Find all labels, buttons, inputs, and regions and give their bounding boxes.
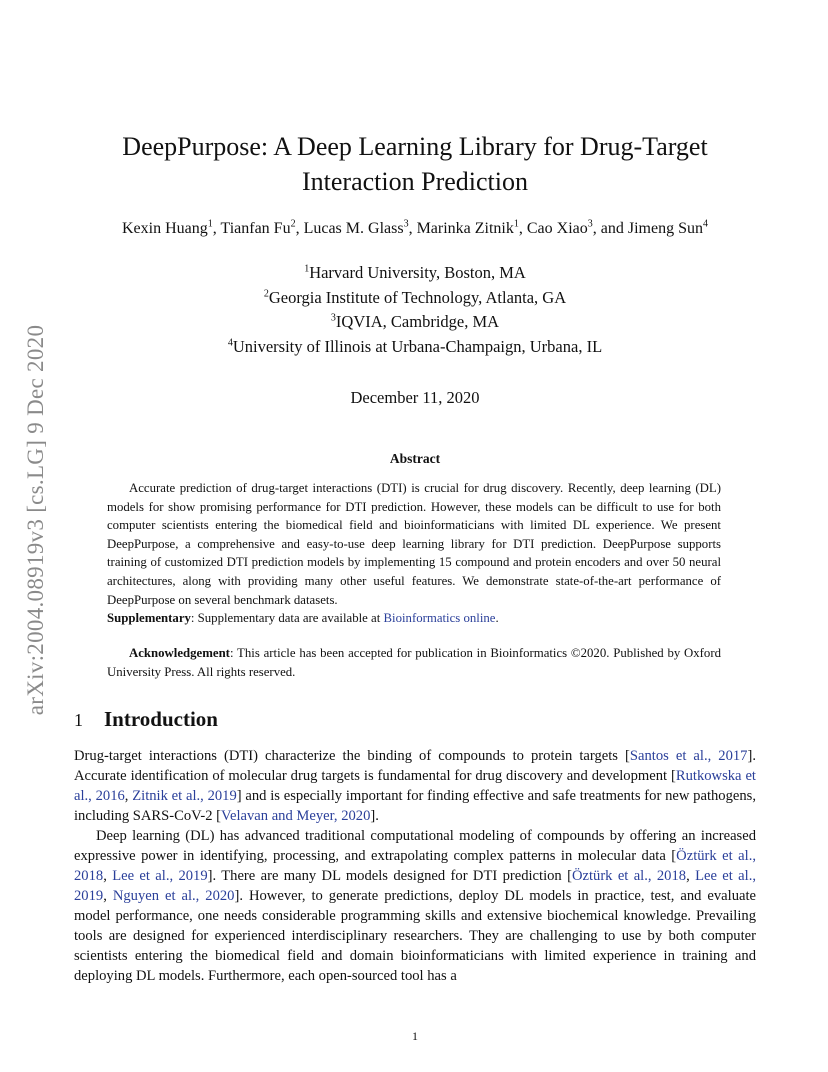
author-separator: , <box>295 220 304 237</box>
abstract-heading: Abstract <box>389 451 441 466</box>
author-separator: , <box>518 220 527 237</box>
author-separator: , <box>408 220 417 237</box>
paragraph-text: , <box>103 868 113 884</box>
paper-title <box>74 129 756 199</box>
paragraph-text: ]. However, to generate predictions, deploy DL models in practice, test, and evaluate model performance, one needs considerable programming skills and extensive biochemical knowledge. Prevailing tools are designed for experienced interdisciplinary researchers. They are challenging to use by both computer scientists entering the biomedical field and domain bioinformaticians with limited experience in training and deploying DL models. Furthermore, each open-sourced tool has a <box>74 888 757 984</box>
paper-date: December 11, 2020 <box>350 388 480 407</box>
author-name: Lucas M. Glass <box>303 220 404 237</box>
affiliation-line <box>74 310 756 335</box>
paragraph-text: ] and is especially important for finding effective and safe treatments for new pathogens, including SARS-CoV-2 [ <box>74 788 756 824</box>
paragraph-text: ]. Accurate identification of molecular drug targets is fundamental for drug discovery and development [ <box>74 748 756 784</box>
author-affiliation-mark: 2 <box>290 218 296 230</box>
affiliation-line <box>74 261 756 286</box>
citation-link[interactable]: Zitnik et al., 2019 <box>132 788 237 804</box>
author-name: Marinka Zitnik <box>416 220 514 237</box>
supplementary-text: : Supplementary data are available at <box>190 611 384 626</box>
affiliation-line <box>74 335 756 360</box>
author-name: Tianfan Fu <box>220 220 291 237</box>
affiliation-mark: 2 <box>263 288 269 299</box>
paragraph-text: ]. <box>370 808 379 824</box>
author-affiliation-mark: 4 <box>702 218 708 230</box>
title-line-2: Interaction Prediction <box>302 167 528 196</box>
acknowledgement-label: Acknowledgement <box>129 646 230 660</box>
author-separator: , and <box>592 220 628 237</box>
affiliation-line <box>74 286 756 311</box>
acknowledgement-text: : This article has been accepted for publication in Bioinformatics ©2020. Published by Oxford University Press. All rights reserved. <box>107 646 721 679</box>
author-affiliation-mark: 3 <box>403 218 409 230</box>
author-list <box>74 220 756 238</box>
citation-link[interactable]: Lee et al., 2019 <box>74 868 757 904</box>
paragraph-text: ]. There are many DL models designed for DTI prediction [ <box>207 868 572 884</box>
citation-link[interactable]: Öztürk et al., 2018 <box>74 848 756 884</box>
author-separator: , <box>212 220 221 237</box>
citation-link[interactable]: Öztürk et al., 2018 <box>571 868 687 884</box>
abstract-body: Accurate prediction of drug-target interactions (DTI) is crucial for drug discovery. Recently, deep learning (DL) models for show promising performance for DTI prediction. However, these models can be difficult to use for both computer scientists entering the biomedical field and bioinformaticians with limited DL experience. We present DeepPurpose, a comprehensive and easy-to-use deep learning library for DTI prediction. DeepPurpose supports training of customized DTI prediction models by implementing 15 compound and protein encoders and over 50 neural architectures, along with providing many other useful features. We demonstrate state-of-the-art performance of DeepPurpose on several benchmark datasets. <box>107 481 721 607</box>
section-title: Introduction <box>104 707 218 731</box>
paragraph-text: , <box>124 788 133 804</box>
page-number: 1 <box>412 1029 418 1043</box>
paragraph-text: Drug-target interactions (DTI) characterize the binding of compounds to protein targets [ <box>74 748 630 764</box>
intro-paragraph-1 <box>74 746 756 826</box>
supplementary-line <box>107 609 721 628</box>
supplementary-label: Supplementary <box>107 611 191 626</box>
affiliation-text: Georgia Institute of Technology, Atlanta, GA <box>268 287 567 307</box>
affiliation-text: University of Illinois at Urbana-Champaign, Urbana, IL <box>232 336 603 356</box>
citation-link[interactable]: Santos et al., 2017 <box>629 748 748 764</box>
intro-paragraph-2 <box>74 826 756 986</box>
author-affiliation-mark: 1 <box>207 218 213 230</box>
citation-link[interactable]: Rutkowska et al., 2016 <box>74 768 756 804</box>
bioinformatics-online-link[interactable]: Bioinformatics online <box>383 611 496 626</box>
affiliation-mark: 4 <box>227 337 233 348</box>
author-affiliation-mark: 1 <box>513 218 519 230</box>
abstract-block <box>107 479 721 628</box>
paragraph-text: , <box>686 868 696 884</box>
title-line-1: DeepPurpose: A Deep Learning Library for Drug-Target <box>122 132 708 161</box>
affiliation-mark: 1 <box>304 263 310 275</box>
author-affiliation-mark: 3 <box>587 218 593 230</box>
affiliation-mark: 3 <box>330 312 336 324</box>
section-number: 1 <box>74 710 83 730</box>
affiliation-list <box>74 261 756 359</box>
author-name: Jimeng Sun <box>627 220 703 237</box>
affiliation-text: IQVIA, Cambridge, MA <box>335 312 500 331</box>
affiliation-text: Harvard University, Boston, MA <box>309 263 526 282</box>
arxiv-identifier-text: arXiv:2004.08919v3 [cs.LG] 9 Dec 2020 <box>23 324 48 716</box>
citation-link[interactable]: Lee et al., 2019 <box>112 868 208 884</box>
citation-link[interactable]: Velavan and Meyer, 2020 <box>221 808 371 824</box>
paragraph-text: Deep learning (DL) has advanced traditional computational modeling of compounds by offering an increased expressive power in identifying, processing, and extrapolating complex patterns in molecular data [ <box>74 828 756 864</box>
author-name: Kexin Huang <box>122 220 208 237</box>
supplementary-end: . <box>495 611 499 626</box>
section-heading-introduction <box>74 707 218 732</box>
citation-link[interactable]: Nguyen et al., 2020 <box>112 888 235 904</box>
introduction-body <box>74 746 756 986</box>
paragraph-text: , <box>103 888 113 904</box>
author-name: Cao Xiao <box>526 220 588 237</box>
acknowledgement-block <box>107 644 721 681</box>
